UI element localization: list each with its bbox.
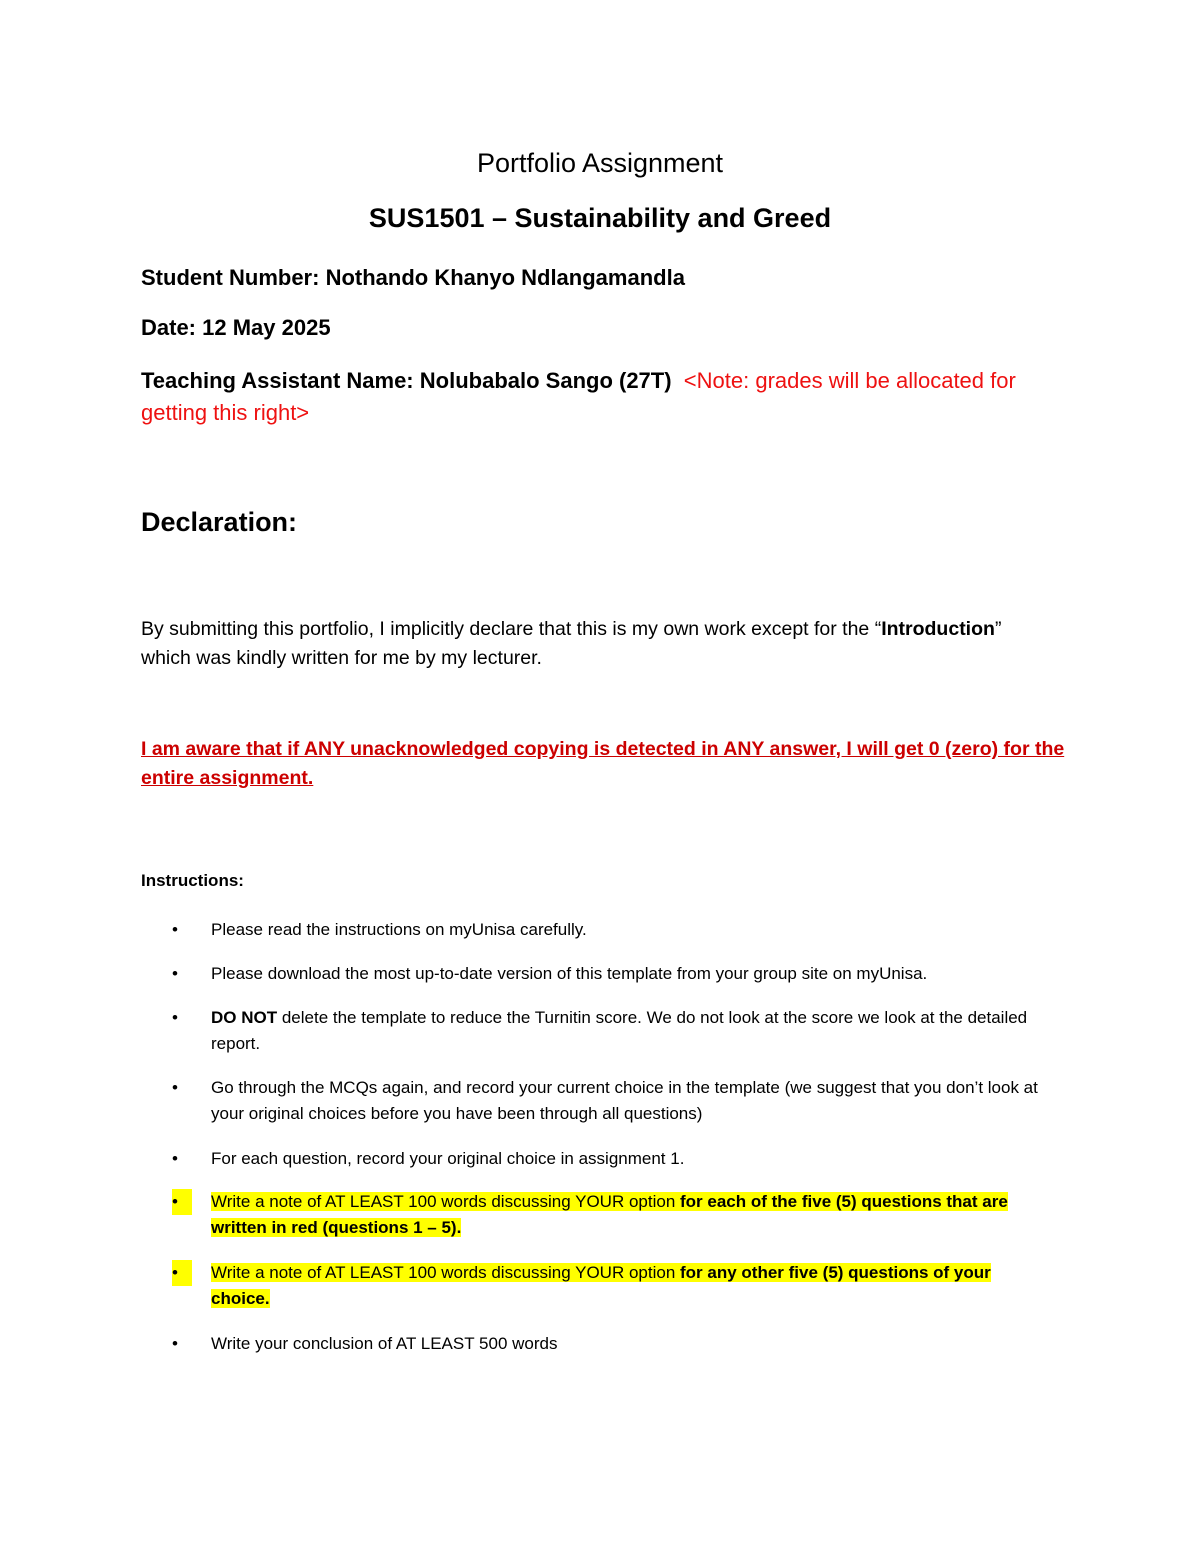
list-item-bold: DO NOT xyxy=(211,1008,278,1027)
list-item-text xyxy=(211,1005,1051,1057)
ta-value: Nolubabalo Sango (27T) xyxy=(419,368,672,393)
list-item-text xyxy=(211,1260,1051,1312)
declaration-body xyxy=(141,615,1041,673)
bullet-icon: • xyxy=(172,1260,192,1286)
teaching-assistant-line xyxy=(141,365,1071,429)
ta-grade-note: <Note: grades will be allocated for getting this right> xyxy=(141,368,1016,425)
list-item-rest: delete the template to reduce the Turnitin score. We do not look at the score we look at the detailed report. xyxy=(211,1008,1028,1053)
declaration-text-end: ” which was kindly written for me by my lecturer. xyxy=(141,618,1002,669)
date-label: Date: xyxy=(141,315,197,340)
list-item-text xyxy=(211,1189,1051,1241)
declaration-heading: Declaration: xyxy=(141,507,298,537)
declaration-text-start: By submitting this portfolio, I implicitly declare that this is my own work except for the “ xyxy=(141,618,882,640)
list-item-rest: Write a note of AT LEAST 100 words discussing YOUR option xyxy=(211,1263,681,1282)
list-item-text: For each question, record your original choice in assignment 1. xyxy=(211,1149,685,1168)
bullet-icon: • xyxy=(172,1334,178,1353)
bullet-icon: • xyxy=(172,1008,178,1027)
list-item-rest: Write a note of AT LEAST 100 words discussing YOUR option xyxy=(211,1192,681,1211)
list-item-bold: for each of the five (5) questions that are written in red (questions 1 – 5). xyxy=(211,1192,1008,1237)
copying-warning: I am aware that if ANY unacknowledged copying is detected in ANY answer, I will get 0 (zero) for the entire assignment. xyxy=(141,738,1065,789)
list-item-text: Please read the instructions on myUnisa carefully. xyxy=(211,920,587,939)
list-item-text: Go through the MCQs again, and record your current choice in the template (we suggest that you don’t look at your original choices before you have been through all questions) xyxy=(211,1078,1038,1123)
date-value: 12 May 2025 xyxy=(202,315,331,340)
document-subtitle: SUS1501 – Sustainability and Greed xyxy=(368,203,832,233)
list-item-bold: for any other five (5) questions of your choice. xyxy=(211,1263,991,1308)
instructions-heading: Instructions: xyxy=(141,871,244,890)
bullet-icon: • xyxy=(172,964,178,983)
bullet-icon: • xyxy=(172,920,178,939)
list-item-text: Write your conclusion of AT LEAST 500 words xyxy=(211,1334,558,1353)
list-item-text: Please download the most up-to-date version of this template from your group site on myUnisa. xyxy=(211,964,928,983)
ta-label: Teaching Assistant Name: xyxy=(141,368,414,393)
bullet-icon: • xyxy=(172,1189,192,1215)
bullet-icon: • xyxy=(172,1149,178,1168)
document-title: Portfolio Assignment xyxy=(476,148,724,178)
student-number-label: Student Number: xyxy=(141,265,320,290)
bullet-icon: • xyxy=(172,1078,178,1097)
date-line xyxy=(141,312,1071,344)
declaration-text-bold: Introduction xyxy=(881,618,995,640)
student-number-line xyxy=(141,262,1071,294)
student-number-value: Nothando Khanyo Ndlangamandla xyxy=(325,265,685,290)
